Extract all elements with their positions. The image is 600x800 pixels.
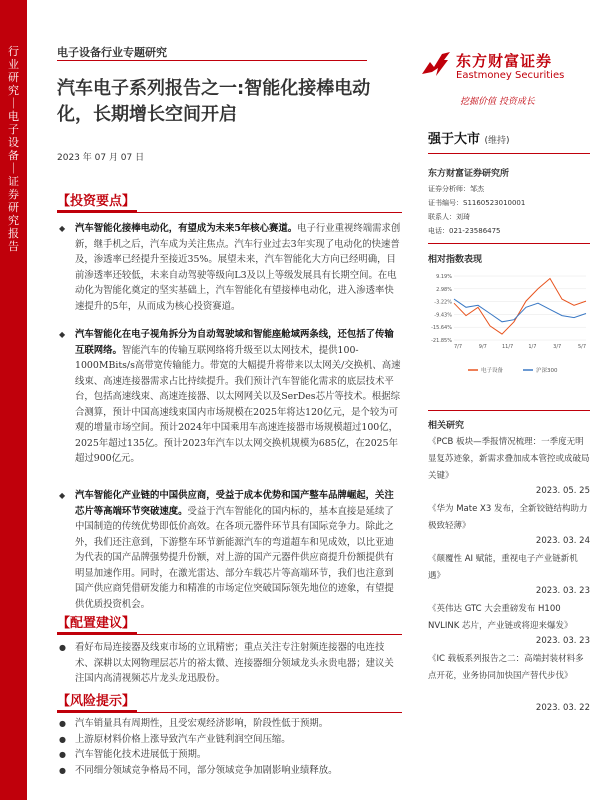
report-date: 2023 年 07 月 07 日 — [57, 153, 145, 163]
bullet-icon: ● — [59, 719, 66, 728]
risk-item-2: 上游原材料价格上涨导致汽车产业链利润空间压缩。 — [75, 733, 291, 745]
related-item-4[interactable]: 《英伟达 GTC 大会重磅发布 H100 NVLINK 芯片，产业链或将迎来爆发》 — [428, 604, 573, 631]
logo-mark-icon — [420, 48, 452, 80]
highlight-2-body: 智能汽车的传输互联网络将升级至以太网技术，提供100-1000MBits/s高带宽传输能力。带宽的大幅提升将带来以太网关/交换机、高速线束、高速连接器需求占比持续提升。我们预计汽车智能化需求的底层技术平台，包括高速线束、高速连接器、以太网网关以及SerDes芯片等技术。根据综合测算，预计中国高速线束国内市场规模在2025年将达120亿元，是个较为可观的增量市场空间。预计2024年中国乘用车高速连接器市场规模超过100亿，2025年超过135亿。预计2023年汽车以太网交换机规模为685亿，在2025年超过900亿元。 — [75, 344, 401, 464]
highlight-1-body: 电子行业重视终端需求创新，继手机之后，汽车成为关注焦点。汽车行业过去3年实现了电动化的快速普及，渗透率已经提升至接近35%。展望未来，汽车智能化大方向已经明确，目前渗透率还较低，未来自动驾驶等级向L3及以上等级发展具有长期空间。在电动化为智能化奠定的坚实基础上，汽车智能化有望接棒电动化，进入渗透率快速提升的5年，从而成为核心投资赛道。 — [75, 223, 401, 312]
risk-item-1: 汽车销量具有周期性，且受宏观经济影响，阶段性低于预期。 — [75, 718, 329, 729]
related-research-title: 相关研究 — [428, 421, 465, 431]
risk-heading-label: 【风险提示】 — [57, 694, 136, 709]
related-item-4-date: 2023. 03. 23 — [535, 636, 590, 646]
bullet-icon: ◆ — [59, 330, 66, 339]
highlights-heading-label: 【投资要点】 — [57, 194, 136, 209]
relative-index-chart — [428, 270, 590, 380]
related-item-3[interactable]: 《颠覆性 AI 赋能，重视电子产业链新机遇》 — [428, 554, 578, 581]
bullet-icon: ◆ — [59, 224, 66, 233]
contact-phone: 电话：021-23586475 — [428, 227, 501, 235]
logo-name-en: Eastmoney Securities — [456, 70, 565, 81]
list-item — [57, 716, 402, 732]
header-divider — [57, 60, 367, 61]
brand-logo — [420, 40, 590, 110]
bullet-icon: ◆ — [59, 491, 66, 500]
list-item — [57, 732, 402, 748]
legend-label: 沪深300 — [536, 368, 558, 374]
x-tick-label: 3/7 — [553, 344, 562, 350]
related-item-5[interactable]: 《IC 载板系列报告之二：高端封装材料多点开花，业务协同加快国产替代步伐》 — [428, 654, 584, 681]
report-category: 电子设备行业专题研究 — [57, 46, 167, 59]
x-tick-label: 5/7 — [577, 344, 587, 350]
x-tick-label: 9/7 — [478, 344, 487, 350]
bullet-icon: ● — [59, 765, 66, 775]
config-item-1: 看好布局连接器及线束市场的立讯精密；重点关注专注射频连接器的电连技术、深耕以太网物理层芯片的裕太微、连接器细分领域龙头永贵电器；建议关注国内高清视频芯片龙头龙迅股份。 — [75, 642, 394, 684]
x-tick-label: 1/7 — [528, 344, 537, 350]
related-item-2[interactable]: 《华为 Mate X3 发布，全新铰链结构助力极致轻薄》 — [428, 504, 588, 531]
side-band — [0, 0, 27, 800]
related-item-5-date: 2023. 03. 22 — [535, 703, 590, 713]
risk-heading — [57, 690, 402, 712]
side-band-text: 行业研究｜电子设备｜证券研究报告 — [8, 45, 19, 253]
highlight-paragraph-1 — [57, 221, 402, 314]
related-item-1-date: 2023. 05. 25 — [535, 486, 590, 496]
chart-title: 相对指数表现 — [428, 255, 483, 265]
heading-rule — [57, 712, 402, 713]
x-tick-label: 7/7 — [453, 344, 463, 350]
risk-item-4: 不同细分领域竞争格局不同，部分领域竞争加剧影响业绩释放。 — [75, 764, 338, 776]
x-tick-label: 11/7 — [501, 344, 514, 350]
y-tick-label: 2.98% — [436, 286, 452, 293]
highlight-1-lead: 汽车智能化接棒电动化，有望成为未来5年核心赛道。 — [75, 223, 298, 234]
contact-name: 联系人：刘琦 — [428, 213, 470, 221]
config-heading-label: 【配置建议】 — [57, 616, 136, 631]
right-divider — [428, 243, 590, 244]
heading-rule — [57, 212, 402, 213]
y-tick-label: -21.85% — [431, 338, 452, 344]
rating-sub: (维持) — [484, 136, 510, 146]
bullet-icon: ● — [59, 643, 66, 652]
highlights-heading — [57, 190, 402, 212]
y-tick-label: 9.19% — [436, 274, 452, 280]
rating — [428, 128, 510, 147]
heading-rule — [57, 634, 402, 635]
analyst-name: 证券分析师：邹杰 — [428, 185, 484, 193]
related-item-2-date: 2023. 03. 24 — [535, 536, 590, 546]
highlight-paragraph-2 — [57, 327, 402, 467]
list-item — [57, 747, 402, 763]
y-tick-label: -3.22% — [434, 299, 452, 306]
risk-item-3: 汽车智能化技术进展低于预期。 — [75, 749, 207, 760]
right-divider — [428, 410, 590, 411]
bullet-icon: ● — [59, 750, 66, 759]
y-tick-label: -15.64% — [431, 325, 452, 332]
right-divider — [428, 153, 590, 154]
report-title: 汽车电子系列报告之一:智能化接棒电动化，长期增长空间开启 — [57, 78, 371, 125]
config-heading — [57, 612, 402, 634]
highlight-3-body: 受益于汽车智能化的国内标的，基本直接是延续了中国制造的传统优势即低价高效。在各项元器件环节具有国际竞争力。除此之外，我们还注意到，下游整车环节新能源汽车的弯道超车和见成效，以比亚迪为代表的国产品牌强势提升份额，对上游的国产元器件供应商提升份额提供有明显加速作用。同时，在激光雷达、部分车载芯片等高端环节，我们也注意到国产供应商凭借研发能力和精准的市场定位突破国际领先地位的迹象，有望提供优质投资机会。 — [75, 505, 394, 610]
certificate-number: 证书编号：S1160523010001 — [428, 199, 526, 207]
highlight-2-lead: 汽车智能化在电子视角拆分为自动驾驶域和智能座舱域两条线，还包括了传输互联网络。 — [75, 329, 394, 356]
logo-slogan: 挖掘价值 投资成长 — [460, 97, 535, 107]
rating-label: 强于大市 — [428, 132, 481, 147]
highlight-3-lead: 汽车智能化产业链的中国供应商，受益于成本优势和国产整车品牌崛起，关注芯片等高端环节突破速度。 — [75, 490, 394, 517]
risk-list — [57, 716, 402, 778]
related-item-1[interactable]: 《PCB 板块—季报情况梳理：一季度无明显复苏迹象，新需求叠加成本管控或成破局关键》 — [428, 437, 590, 481]
config-list — [57, 640, 402, 687]
logo-name-cn: 东方财富证券 — [456, 52, 553, 70]
y-tick-label: -9.43% — [434, 312, 452, 319]
institute-name: 东方财富证券研究所 — [428, 169, 510, 179]
bullet-icon: ● — [59, 734, 66, 744]
highlight-paragraph-3 — [57, 488, 402, 612]
list-item — [57, 763, 402, 779]
related-item-3-date: 2023. 03. 23 — [535, 586, 590, 596]
list-item — [57, 640, 402, 687]
legend-label: 电子设备 — [481, 368, 504, 374]
